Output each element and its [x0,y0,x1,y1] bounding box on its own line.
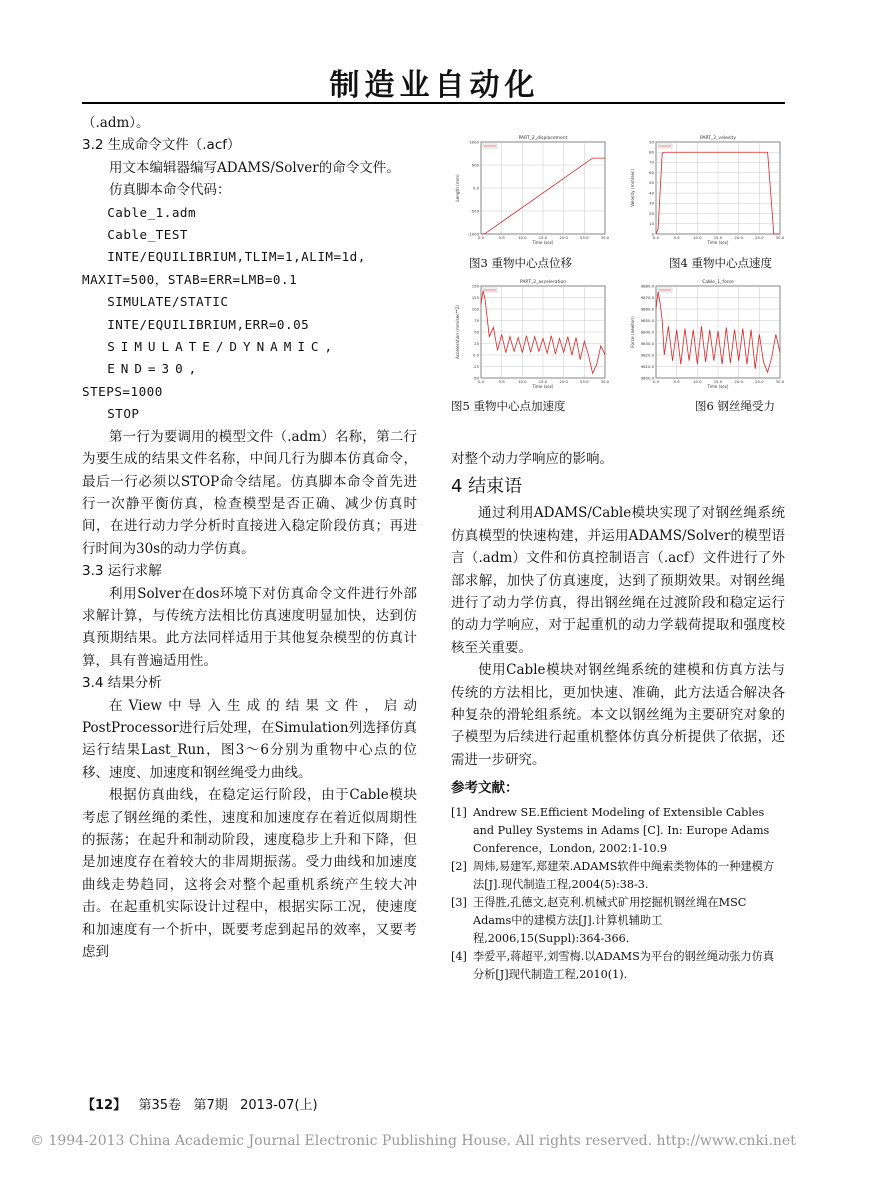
page-number: 【12】 [82,1098,127,1113]
chart-title: PART_2_acceleration [519,280,567,285]
x-tick-label: 20.0 [559,379,568,384]
continued-text: 对整个动力学响应的影响。 [451,451,613,467]
x-tick-label: 10.0 [693,379,702,384]
section-3-4-title: 3.4 结果分析 [82,675,162,692]
y-tick-label: 70 [649,159,654,165]
y-axis-label: Force (newton) [630,316,635,348]
y-tick-label: 9840.0 [640,329,654,335]
y-tick-label: 50 [649,180,654,186]
right-column [451,448,785,984]
x-tick-label: 15.0 [538,235,548,240]
copyright-notice: © 1994-2013 China Academic Journal Electronic Publishing House. All rights reserved. http://www.cnki.net [30,1133,796,1149]
y-tick-label: 0.0 [472,185,479,191]
x-axis-label: Time (sec) [532,240,554,245]
references-title: 参考文献： [451,780,519,797]
figure-5-caption: 图5 重物中心点加速度 [451,399,566,413]
intro-line: （.adm）。 [82,115,150,131]
y-tick-label: 50 [474,329,479,335]
paragraph: 仿真脚本命令代码： [109,182,231,199]
y-tick-label: 100 [471,306,479,312]
y-tick-label: 9850.0 [640,317,654,323]
reference-number: [2] [451,859,467,873]
x-tick-label: 15.0 [713,379,723,384]
section-4-title: 4 结束语 [451,476,523,498]
chart-title: PART_2_velocity [699,136,737,141]
x-tick-label: 25.0 [755,235,764,240]
paragraph: 使用Cable模块对钢丝绳系统的建模和仿真方法与传统的方法相比，更加快速、准确，此方法适合解决各种复杂的滑轮组系统。本文以钢丝绳为主要研究对象的子模型为后续进行起重机整体仿真分析提供了依据，还需进一步研究。 [451,662,785,768]
x-tick-label: 30.0 [600,379,610,384]
y-tick-label: -1000 [467,231,479,237]
paragraph: 在View中导入生成的结果文件，启动PostProcessor进行后处理，在Simulation列选择仿真运行结果Last_Run，图3～6分别为重物中心点的位移、速度、加速度和钢丝绳受力曲线。 [82,697,417,781]
reference-text: Andrew SE.Efficient Modeling of Extensible Cables and Pulley Systems in Adams [C]. In: Europe Adams Conference，London, 2002:1-10.9 [473,805,770,855]
y-tick-label: 90 [649,139,654,145]
y-tick-label: 125 [471,294,479,300]
section-3-3-title: 3.3 运行求解 [82,563,162,580]
figure-4 [626,132,786,250]
x-tick-label: 5.0 [673,235,680,240]
code-line: INTE/EQUILIBRIUM,ERR=0.05 [107,316,310,332]
x-tick-label: 30.0 [775,235,785,240]
y-tick-label: 10 [649,221,654,227]
code-line: INTE/EQUILIBRIUM,TLIM=1,ALIM=1d, [107,249,366,265]
paragraph: 利用Solver在dos环境下对仿真命令文件进行外部求解计算，与传统方法相比仿真速度明显加快，达到仿真预期结果。此方法同样适用于其他复杂模型的仿真计算，具有普遍适用性。 [82,585,417,669]
x-tick-label: 0.0 [652,379,660,384]
x-tick-label: 15.0 [538,379,548,384]
y-tick-label: 0 [651,231,654,237]
figure-6 [626,276,786,394]
x-tick-label: 20.0 [559,235,568,240]
y-axis-label: Acceleration (mm/sec**2) [455,304,460,360]
x-tick-label: 30.0 [600,235,610,240]
x-tick-label: 15.0 [713,235,723,240]
y-axis-label: Length (mm) [455,174,460,202]
figure-grid [451,132,791,422]
y-tick-label: -500 [470,208,479,214]
figure-6-caption: 图6 钢丝绳受力 [695,399,775,413]
y-tick-label: 30 [649,200,654,206]
y-tick-label: 9800.0 [640,375,654,381]
code-line: SIMULATE/STATIC [107,294,229,310]
reference-text: 李爱平,蒋超平,刘雪梅.以ADAMS为平台的钢丝绳动张力仿真分析[J]现代制造工程,2010(1). [473,949,775,981]
code-line: Cable_1.adm [107,204,197,220]
reference-item [451,948,785,984]
reference-item [451,804,785,858]
x-tick-label: 25.0 [755,379,764,384]
y-tick-label: -25 [472,363,479,369]
paragraph: 用文本编辑器编写ADAMS/Solver的命令文件。 [109,159,400,176]
journal-title: 制造业自动化 [329,68,540,103]
reference-item [451,858,785,894]
paragraph: 第一行为要调用的模型文件（.adm）名称，第二行为要生成的结果文件名称，中间几行为脚本仿真命令，最后一行必须以STOP命令结尾。仿真脚本命令首先进行一次静平衡仿真，检查模型是否正确、减少仿真时间，在进行动力学分析时直接进入稳定阶段仿真；再进行时间为30s的动力学仿真。 [82,428,417,557]
y-tick-label: 80 [649,149,654,155]
reference-list [451,804,785,984]
x-axis-label: Time (sec) [707,240,729,245]
x-tick-label: 10.0 [693,235,702,240]
y-axis-label: Velocity (mm/sec) [630,169,635,207]
chart-cable-force [626,276,786,394]
chart-acceleration [451,276,611,394]
figure-3-caption: 图3 重物中心点位移 [469,256,572,270]
paragraph: 通过利用ADAMS/Cable模块实现了对钢丝绳系统仿真模型的快速构建，并运用ADAMS/Solver的模型语言（.adm）文件和仿真控制语言（.acf）文件进行了外部求解，加快了仿真速度，达到了预期效果。对钢丝绳进行了动力学仿真，得出钢丝绳在过渡阶段和稳定运行的动力学响应，对于起重机的动力学载荷提取和强度校核至关重要。 [451,505,785,656]
y-tick-label: 9820.0 [640,352,654,358]
y-tick-label: -50 [472,375,479,381]
x-tick-label: 25.0 [580,379,589,384]
y-tick-label: 1000 [469,139,479,145]
chart-displacement [451,132,611,250]
paragraph: 根据仿真曲线，在稳定运行阶段，由于Cable模块考虑了钢丝绳的柔性，速度和加速度存在着近似周期性的振荡；在起升和制动阶段，速度稳步上升和下降，但是加速度存在着较大的非周期振荡。受力曲线和加速度曲线走势趋同，这将会对整个起重机系统产生较大冲击。在起重机实际设计过程中，根据实际工况，使速度和加速度有一个折中，既要考虑到起吊的效率，又要考虑到 [82,787,417,961]
y-tick-label: 9870.0 [640,294,654,300]
reference-number: [4] [451,949,467,963]
code-line: STOP [107,406,140,422]
y-tick-label: 9830.0 [640,340,654,346]
reference-item [451,894,785,948]
x-tick-label: 10.0 [518,379,527,384]
y-tick-label: 9860.0 [640,306,654,312]
code-line: Cable_TEST [107,227,189,243]
left-column [82,112,417,963]
code-line: STEPS=1000 [82,383,163,399]
chart-title: Cable_1_force [702,280,734,285]
y-tick-label: 9880.0 [640,283,654,289]
x-tick-label: 5.0 [498,379,505,384]
y-tick-label: 0.0 [472,352,479,358]
x-axis-label: Time (sec) [707,384,729,389]
figure-4-caption: 图4 重物中心点速度 [669,256,772,270]
y-tick-label: 40 [649,190,654,196]
code-line: SIMULATE/DYNAMIC, END=30, [107,339,339,377]
section-3-2-title: 3.2 生成命令文件（.acf） [82,137,241,154]
x-tick-label: 20.0 [734,235,743,240]
x-tick-label: 0.0 [477,235,485,240]
x-tick-label: 5.0 [673,379,680,384]
y-tick-label: 500 [471,162,479,168]
header-rule [82,102,785,104]
y-tick-label: 25 [474,340,479,346]
issue: 第7期 [193,1098,228,1113]
figure-5 [451,276,611,394]
y-tick-label: 20 [649,210,654,216]
reference-text: 王得胜,孔德文,赵克利.机械式矿用挖掘机钢丝绳在MSC Adams中的建模方法[J].计算机辅助工程,2006,15(Suppl):364-366. [473,895,747,945]
x-tick-label: 10.0 [518,235,527,240]
y-tick-label: 75 [474,317,479,323]
y-tick-label: 150 [471,283,479,289]
issue-date: 2013-07(上) [240,1098,318,1113]
x-axis-label: Time (sec) [532,384,554,389]
reference-number: [1] [451,805,467,819]
volume: 第35卷 [138,1098,182,1113]
x-tick-label: 25.0 [580,235,589,240]
y-tick-label: 60 [649,169,654,175]
figure-3 [451,132,611,250]
code-line: MAXIT=500，STAB=ERR=LMB=0.1 [82,271,298,287]
chart-title: PART_2_displacement [518,136,568,141]
x-tick-label: 0.0 [477,379,485,384]
x-tick-label: 5.0 [498,235,505,240]
reference-number: [3] [451,895,467,909]
chart-velocity [626,132,786,250]
page-footer [82,1094,318,1113]
x-tick-label: 30.0 [775,379,785,384]
x-tick-label: 20.0 [734,379,743,384]
x-tick-label: 0.0 [652,235,660,240]
reference-text: 周炜,易建军,郑建荣.ADAMS软件中绳索类物体的一种建模方法[J].现代制造工程,2004(5):38-3. [473,859,775,891]
y-tick-label: 9810.0 [640,363,654,369]
